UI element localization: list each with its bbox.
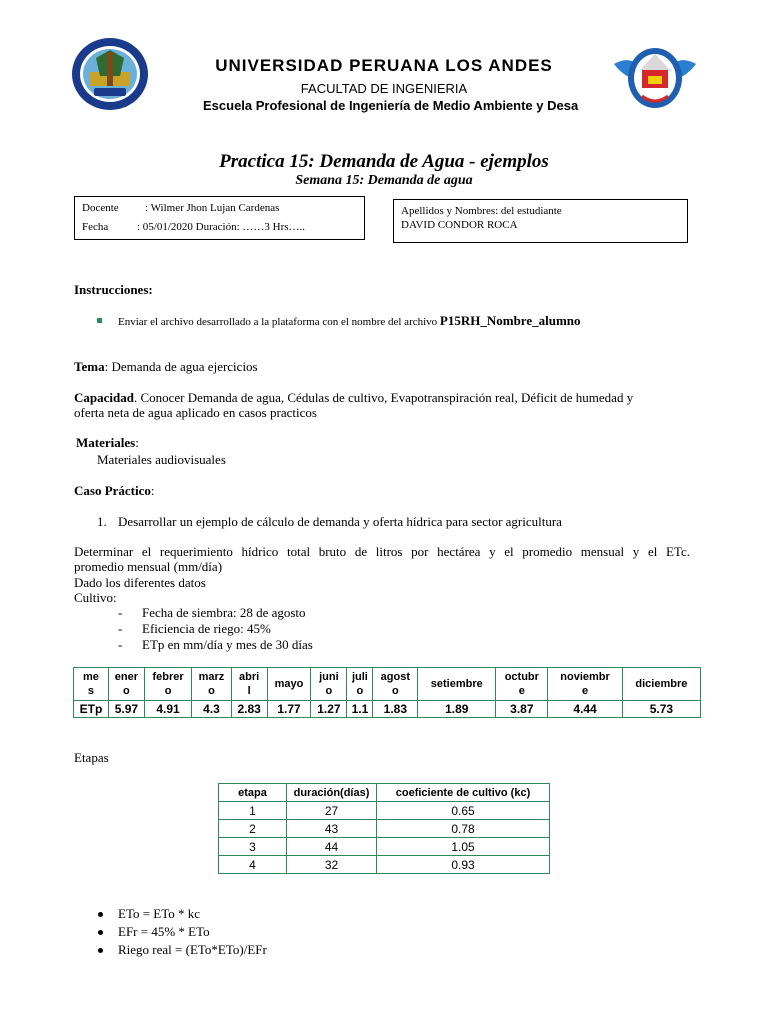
instructions-item xyxy=(118,313,581,329)
col-header: duración(días) xyxy=(287,784,377,802)
table-cell: 3 xyxy=(219,838,287,856)
table-row xyxy=(219,820,550,838)
caso-number: 1. xyxy=(97,514,107,529)
dash-3: - xyxy=(118,637,123,652)
etp-value-row xyxy=(74,701,701,718)
student-label: Apellidos y Nombres: del estudiante xyxy=(401,205,562,217)
col-header: noviembr e xyxy=(548,668,623,701)
problem-line3: Dado los diferentes datos xyxy=(74,575,206,590)
table-cell: 2.83 xyxy=(231,701,267,718)
faculty-name: FACULTAD DE INGENIERIA xyxy=(300,81,468,96)
bullet-dot-icon xyxy=(98,948,103,953)
caso-colon: : xyxy=(150,483,155,498)
materiales-label: Materiales xyxy=(76,435,136,450)
docente-label: Docente xyxy=(82,202,119,214)
table-cell: 0.78 xyxy=(377,820,550,838)
practice-title: Practica 15: Demanda de Agua - ejemplos xyxy=(219,151,549,172)
etapas-label: Etapas xyxy=(74,750,109,765)
caso-label: Caso Práctico xyxy=(74,483,151,498)
cultivo-item-2: Eficiencia de riego: 45% xyxy=(142,621,271,636)
table-cell: 1.05 xyxy=(377,838,550,856)
table-cell: 27 xyxy=(287,802,377,820)
bullet-dot-icon xyxy=(98,930,103,935)
etapas-table xyxy=(218,783,550,874)
col-header: me s xyxy=(74,668,109,701)
table-cell: 43 xyxy=(287,820,377,838)
school-name: Escuela Profesional de Ingeniería de Medio Ambiente y Desa xyxy=(203,98,579,113)
cultivo-item-3: ETp en mm/día y mes de 30 días xyxy=(142,637,313,652)
col-header: setiembre xyxy=(418,668,496,701)
capacidad-text: . Conocer Demanda de agua, Cédulas de cultivo, Evapotranspiración real, Déficit de humedad y xyxy=(133,390,634,405)
table-cell: 5.73 xyxy=(622,701,700,718)
instructions-text: Enviar el archivo desarrollado a la plataforma con el nombre del archivo xyxy=(118,316,438,328)
etapas-header-row xyxy=(219,784,550,802)
table-cell: ETp xyxy=(74,701,109,718)
materiales-colon: : xyxy=(135,435,139,450)
tema-label: Tema xyxy=(74,359,105,374)
table-row xyxy=(219,838,550,856)
col-header: mayo xyxy=(267,668,311,701)
etp-table xyxy=(73,667,701,718)
col-header: etapa xyxy=(219,784,287,802)
docente-value: : Wilmer Jhon Lujan Cardenas xyxy=(145,202,280,214)
fecha-value: : 05/01/2020 Duración: ……3 Hrs….. xyxy=(137,221,306,233)
table-cell: 1.27 xyxy=(311,701,347,718)
table-cell: 4 xyxy=(219,856,287,874)
table-cell: 32 xyxy=(287,856,377,874)
col-header: agost o xyxy=(373,668,418,701)
dash-1: - xyxy=(118,605,123,620)
problem-line2: promedio mensual (mm/día) xyxy=(74,559,223,574)
col-header: ener o xyxy=(108,668,144,701)
col-header: abri l xyxy=(231,668,267,701)
table-cell: 1.77 xyxy=(267,701,311,718)
capacidad-line1 xyxy=(74,390,633,406)
col-header: marz o xyxy=(192,668,231,701)
materiales-text: Materiales audiovisuales xyxy=(97,452,226,467)
student-name: DAVID CONDOR ROCA xyxy=(401,219,518,231)
formula-2: EFr = 45% * ETo xyxy=(118,924,210,939)
table-cell: 44 xyxy=(287,838,377,856)
table-cell: 1.1 xyxy=(347,701,373,718)
formula-1: ETo = ETo * kc xyxy=(118,906,201,921)
instructions-heading: Instrucciones: xyxy=(74,282,153,297)
faculty-emblem-logo xyxy=(612,40,698,116)
materiales-heading xyxy=(76,435,139,451)
week-subtitle: Semana 15: Demanda de agua xyxy=(295,173,473,188)
capacidad-line2: oferta neta de agua aplicado en casos practicos xyxy=(74,405,317,420)
table-cell: 1.89 xyxy=(418,701,496,718)
problem-line4: Cultivo: xyxy=(74,590,117,605)
table-cell: 0.93 xyxy=(377,856,550,874)
student-info-box xyxy=(393,199,688,243)
table-cell: 2 xyxy=(219,820,287,838)
capacidad-label: Capacidad xyxy=(74,390,134,405)
table-cell: 5.97 xyxy=(108,701,144,718)
col-header: octubr e xyxy=(496,668,548,701)
table-cell: 4.44 xyxy=(548,701,623,718)
table-row xyxy=(219,802,550,820)
fecha-label: Fecha xyxy=(82,221,109,233)
university-name: UNIVERSIDAD PERUANA LOS ANDES xyxy=(215,56,553,75)
caso-item: Desarrollar un ejemplo de cálculo de demanda y oferta hídrica para sector agricultura xyxy=(118,514,562,529)
col-header: juli o xyxy=(347,668,373,701)
col-header: juni o xyxy=(311,668,347,701)
table-cell: 0.65 xyxy=(377,802,550,820)
bullet-dot-icon xyxy=(98,912,103,917)
problem-line1: Determinar el requerimiento hídrico total bruto de litros por hectárea y el promedio mensual y el ETc. xyxy=(74,544,690,559)
cultivo-item-1: Fecha de siembra: 28 de agosto xyxy=(142,605,306,620)
dash-2: - xyxy=(118,621,123,636)
tema-text: : Demanda de agua ejercicios xyxy=(104,359,258,374)
table-row xyxy=(219,856,550,874)
tema-line xyxy=(74,359,258,375)
table-cell: 3.87 xyxy=(496,701,548,718)
table-cell: 1 xyxy=(219,802,287,820)
col-header: diciembre xyxy=(622,668,700,701)
file-name: P15RH_Nombre_alumno xyxy=(439,313,581,328)
col-header: febrer o xyxy=(144,668,191,701)
table-cell: 4.91 xyxy=(144,701,191,718)
table-cell: 1.83 xyxy=(373,701,418,718)
teacher-info-box xyxy=(74,196,365,240)
table-cell: 4.3 xyxy=(192,701,231,718)
square-bullet-icon xyxy=(97,318,102,323)
col-header: coeficiente de cultivo (kc) xyxy=(377,784,550,802)
caso-heading xyxy=(74,483,155,499)
formula-3: Riego real = (ETo*ETo)/EFr xyxy=(118,942,267,957)
etp-header-row xyxy=(74,668,701,701)
